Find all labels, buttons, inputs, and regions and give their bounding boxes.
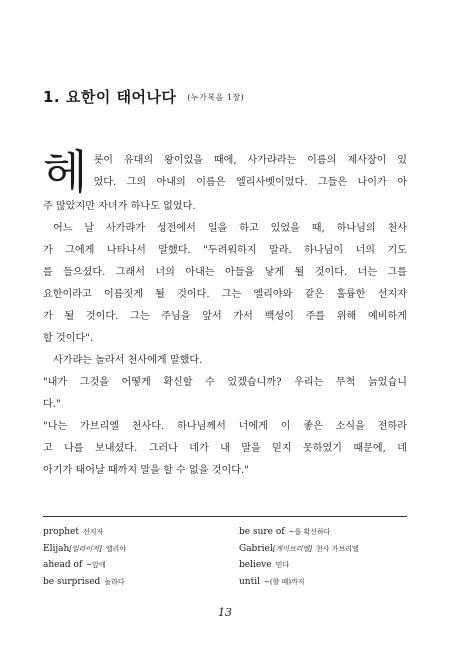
vocab-word: be sure of [239,527,285,537]
vocab-word: Elijah [43,543,70,554]
chapter-heading [43,86,244,107]
vocab-meaning: ~앞에 [86,561,106,569]
text-line: "내가 그것을 어떻게 확신할 수 있겠습니까? 우리는 무척 늙었습니 [43,377,407,388]
chapter-title: 요한이 태어나다 [65,88,177,106]
text-line: "나는 가브리엘 천사다. 하나님께서 너에게 이 좋은 소식을 전하라 [43,421,407,432]
text-line: 롯이 유대의 왕이었을 때에, 사가랴라는 이름의 제사장이 있 [93,155,407,166]
paragraph-2 [43,218,407,350]
vocab-meaning: 엘리야 [105,544,127,553]
vocab-item [239,557,409,574]
text-line: 어느 날 사가랴가 성전에서 일을 하고 있었을 때, 하나님의 천사 [53,223,407,234]
vocab-item [43,557,223,574]
text-line: 고 나를 보내셨다. 그러나 네가 내 말을 믿지 못하였기 때문에, 네 [43,443,407,454]
vocabulary-column-right [239,524,409,590]
text-line: 다." [43,399,61,410]
text-line: 었다. 그의 아내의 이름은 엘리사벳이었다. 그들은 나이가 아 [93,177,407,188]
text-line: 가 그에게 나타나서 말했다. "두려워하지 말라. 하나님이 너의 기도 [43,245,407,256]
text-line: 를 들으셨다. 그래서 너의 아내는 아들을 낳게 될 것이다. 너는 그를 [43,267,407,278]
vocab-meaning: ~을 확신하다 [288,528,331,536]
text-line: 할 것이다". [43,333,94,344]
vocab-item [239,541,409,558]
text-line: 아기가 태어날 때까지 말을 할 수 없을 것이다." [43,465,249,476]
text-line: 요한이라고 이름짓게 될 것이다. 그는 엘리야와 같은 훌륭한 선지자 [43,289,407,300]
vocab-item [239,524,409,541]
vocab-item [43,574,223,591]
page-number: 13 [218,606,232,619]
vocab-meaning: 놀라다 [104,577,125,586]
chapter-source: (누가복음 1장) [187,93,245,102]
vocab-word: be surprised [43,576,101,587]
vocab-meaning: 믿다 [275,561,290,569]
text-line: 가 될 것이다. 그는 주님을 앞서 가서 백성이 주를 위해 예비하게 [43,311,407,322]
drop-cap: 헤 [43,145,88,199]
vocab-word: Gabriel [239,543,273,554]
vocab-reading: [일라이저] [69,544,102,553]
chapter-number: 1. [43,88,61,106]
vocab-reading: [게이브리엘] [272,544,312,553]
vocabulary-column-left [43,524,223,590]
text-line: 주 많았지만 자녀가 하나도 없었다. [43,201,196,212]
vocab-meaning: 천사 가브리엘 [315,544,359,553]
vocab-word: believe [239,560,272,570]
story-text [43,145,407,482]
vocab-word: ahead of [43,560,83,570]
paragraph-4 [43,372,407,416]
paragraph-3 [43,350,407,372]
vocabulary-divider [43,516,407,517]
vocab-word: prophet [43,527,79,537]
vocab-meaning: 선지자 [82,528,104,536]
vocab-item [43,541,223,558]
vocab-item [239,574,409,591]
vocab-word: until [239,576,260,587]
text-line: 사가랴는 놀라서 천사에게 말했다. [53,355,203,366]
vocab-meaning: ~(할 때)까지 [263,577,305,586]
vocab-item [43,524,223,541]
paragraph-5 [43,416,407,482]
paragraph-1 [43,145,407,218]
